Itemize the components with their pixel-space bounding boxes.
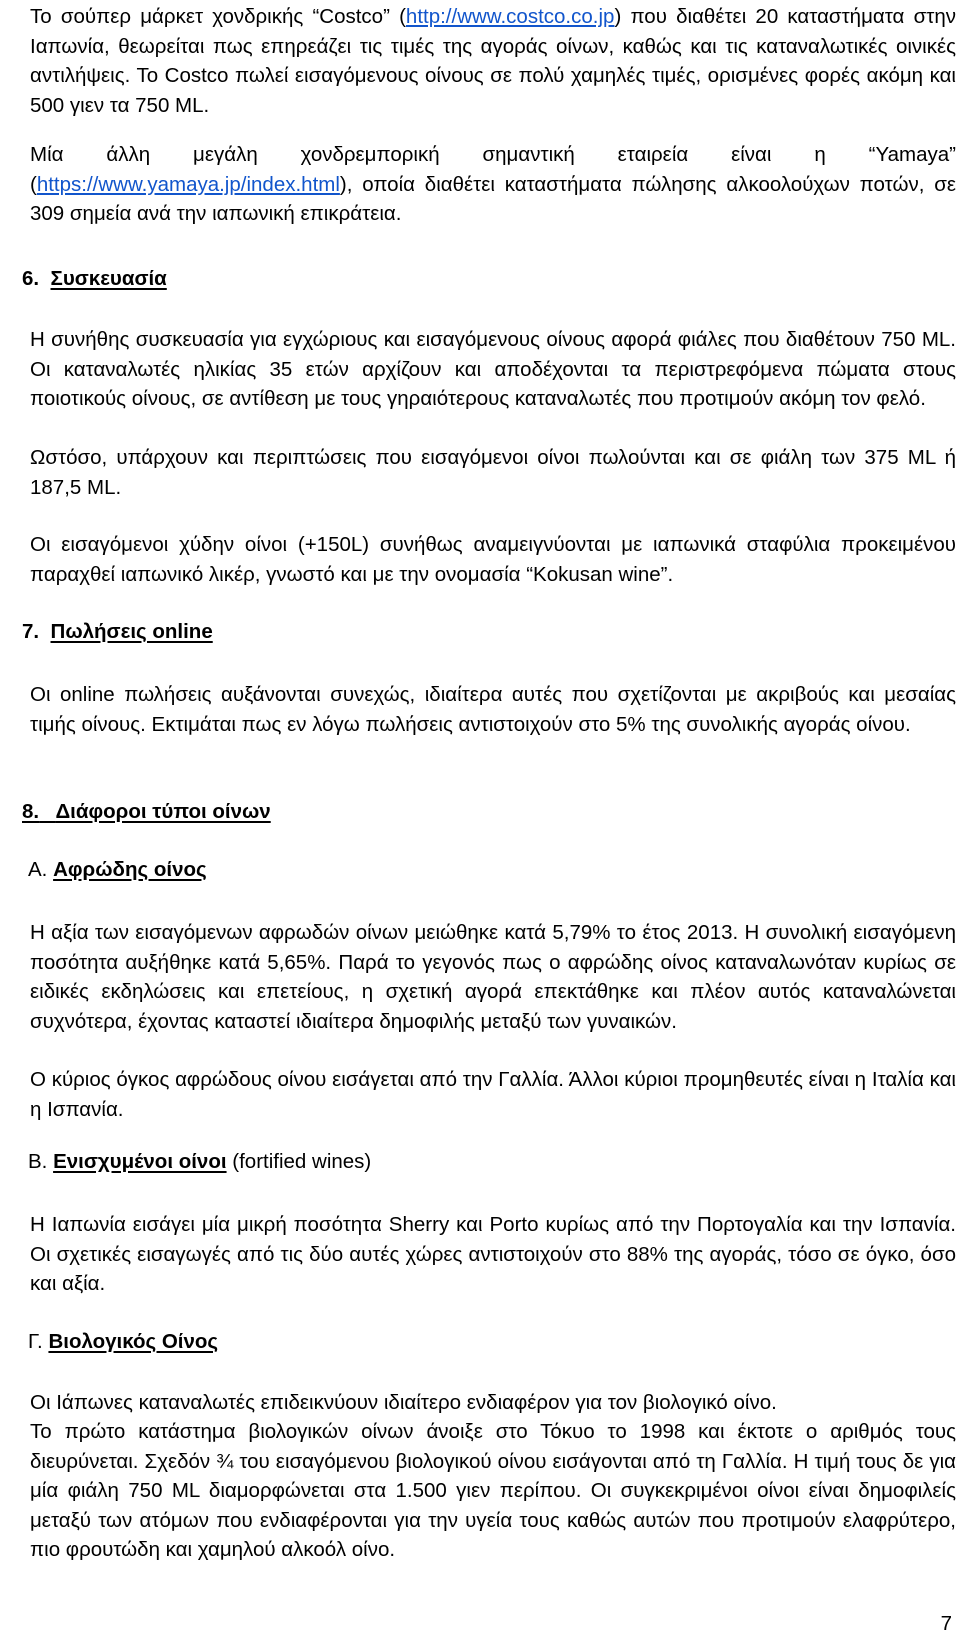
paragraph-online-sales: Οι online πωλήσεις αυξάνονται συνεχώς, ιδιαίτερα αυτές που σχετίζονται με ακριβούς και μεσαίας τιμής οίνους. Εκτιμάται πως εν λόγω πωλήσεις αντιστοιχούν στο 5% της συνολικής αγοράς οίνου. <box>30 683 956 736</box>
paragraph-bulk-wine: Οι εισαγόμενοι χύδην οίνοι (+150L) συνήθως αναμειγνύονται με ιαπωνικά σταφύλια προκειμένου παραχθεί ιαπωνικό λικέρ, γνωστό και με την ονομασία “Kokusan wine”. <box>30 533 956 586</box>
subheading-organic: Γ. Βιολογικός Οίνος <box>28 1330 219 1353</box>
paragraph-costco <box>30 2 956 120</box>
section-heading-online-sales: 7. Πωλήσεις online <box>22 620 213 643</box>
paragraph-text: ) που διαθέτει 20 καταστήματα στην Ιαπωνία, θεωρείται πως επηρεάζει τις τιμές της αγοράς οίνων, καθώς και τις καταναλωτικές οινικές αντιλήψεις. Το Costco πωλεί εισαγόμενους οίνους σε πολύ χαμηλές τιμές, ορισμένες φορές ακόμη και 500 γιεν τα 750 ML. <box>30 5 956 117</box>
paragraph-text: ), οποία διαθέτει καταστήματα πώλησης αλκοολούχων ποτών, σε 309 σημεία ανά την ιαπωνική επικράτεια. <box>30 172 956 225</box>
paragraph-text: Το σούπερ μάρκετ χονδρικής “Costco” ( <box>30 5 406 28</box>
paragraph-sparkling: Η αξία των εισαγόμενων αφρωδών οίνων μειώθηκε κατά 5,79% το έτος 2013. Η συνολική εισαγόμενη ποσότητα αυξήθηκε κατά 5,65%. Παρά το γεγονός πως ο αφρώδης οίνος καταναλωνόταν κυρίως σε ειδικές εκδηλώσεις και επετείους, η σχετική αγορά επεκτάθηκε και πλέον αυτός καταναλώνεται συχνότερα, έχοντας καταστεί ιδιαίτερα δημοφιλής μεταξύ των γυναικών. <box>30 921 956 1033</box>
paragraph-text: Μία άλλη μεγάλη χονδρεμπορική σημαντική εταιρεία είναι η “Yamaya” ( <box>30 143 956 196</box>
paragraph-packaging: Η συνήθης συσκευασία για εγχώριους και εισαγόμενους οίνους αφορά φιάλες που διαθέτουν 750 ML. Οι καταναλωτές ηλικίας 35 ετών αρχίζουν και αποδέχονται τα περιστρεφόμενα πώματα στους ποιοτικούς οίνους, σε αντίθεση με τους γηραιότερους καταναλωτές που προτιμούν ακόμη τον φελό. <box>30 328 956 410</box>
paragraph-organic-stores: Το πρώτο κατάστημα βιολογικών οίνων άνοιξε στο Τόκυο το 1998 και έκτοτε ο αριθμός τους διευρύνεται. Σχεδόν ¾ του εισαγόμενου βιολογικού οίνου εισάγονται από τη Γαλλία. Η τιμή τους δε για μία φιάλη 750 ML διαμορφώνεται στα 1.500 γιεν περίπου. Οι συγκεκριμένοι οίνοι είναι δημοφιλείς μεταξύ των ατόμων που ενδιαφέρονται για την υγεία τους καθώς αυτών που προτιμούν ελαφρύτερο, πιο φρουτώδη και χαμηλού αλκοόλ οίνο. <box>30 1420 956 1561</box>
paragraph-small-bottles: Ωστόσο, υπάρχουν και περιπτώσεις που εισαγόμενοι οίνοι πωλούνται και σε φιάλη των 375 ML ή 187,5 ML. <box>30 446 956 499</box>
section-heading-packaging: 6. Συσκευασία <box>22 267 167 290</box>
subheading-fortified: Β. Ενισχυμένοι οίνοι (fortified wines) <box>28 1150 372 1173</box>
paragraph-sparkling-origin: Ο κύριος όγκος αφρώδους οίνου εισάγεται από την Γαλλία. Άλλοι κύριοι προμηθευτές είναι η Ιταλία και η Ισπανία. <box>30 1068 956 1121</box>
paragraph-yamaya <box>30 140 956 229</box>
subheading-sparkling: Α. Αφρώδης οίνος <box>28 858 207 881</box>
section-heading-wine-types: 8. Διάφοροι τύποι οίνων <box>22 800 271 823</box>
page-number: 7 <box>940 1612 952 1635</box>
paragraph-fortified: Η Ιαπωνία εισάγει μία μικρή ποσότητα Sherry και Porto κυρίως από την Πορτογαλία και την Ισπανία. Οι σχετικές εισαγωγές από τις δύο αυτές χώρες αντιστοιχούν στο 88% της αγοράς, τόσο σε όγκο, όσο και αξία. <box>30 1213 956 1295</box>
costco-link[interactable]: http://www.costco.co.jp <box>405 5 615 28</box>
paragraph-organic-interest: Οι Ιάπωνες καταναλωτές επιδεικνύουν ιδιαίτερο ενδιαφέρον για τον βιολογικό οίνο. <box>30 1391 777 1414</box>
yamaya-link[interactable]: https://www.yamaya.jp/index.html <box>36 172 340 196</box>
